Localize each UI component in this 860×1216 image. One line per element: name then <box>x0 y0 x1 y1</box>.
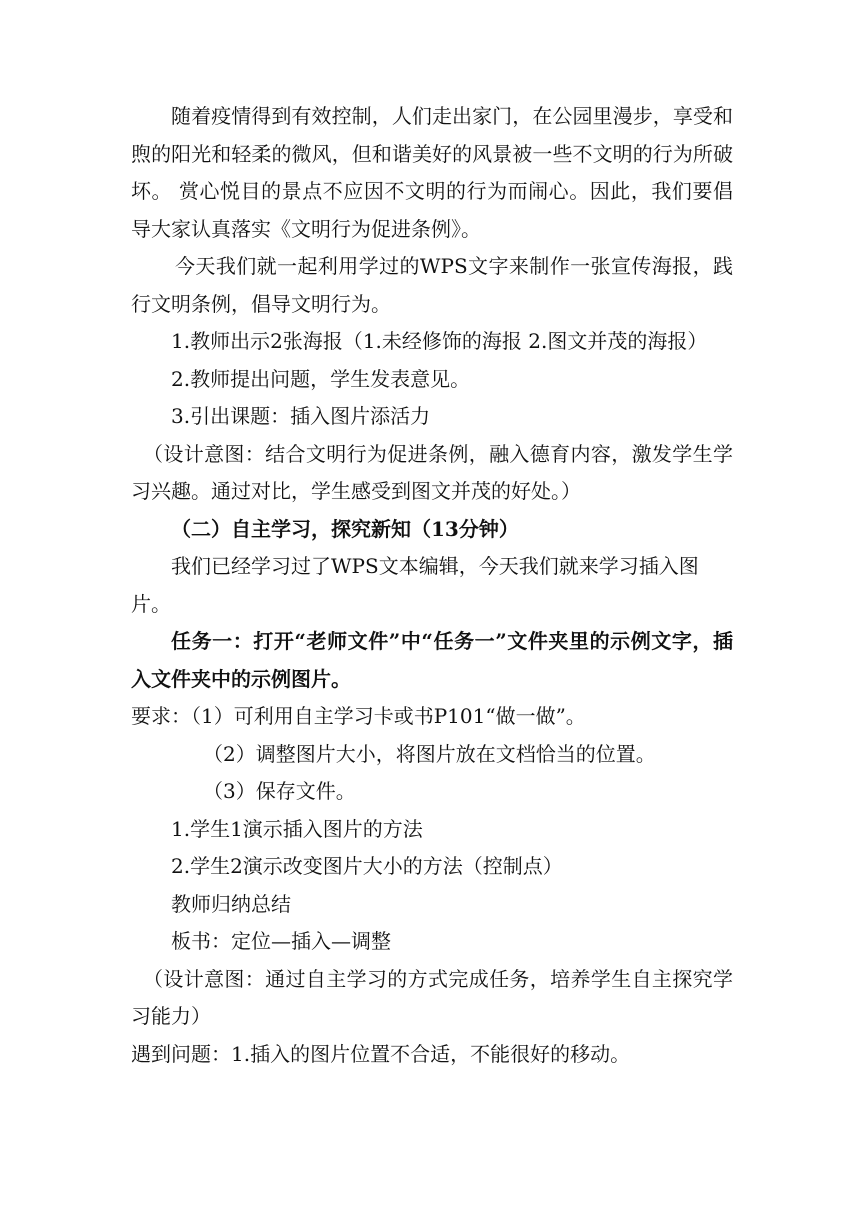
step-lead-topic: 3.引出课题：插入图片添活力 <box>171 404 431 428</box>
section-heading-self-study: （二）自主学习，探究新知（13分钟） <box>171 516 519 541</box>
document-body <box>131 98 733 1073</box>
step-ask-question: 2.教师提出问题，学生发表意见。 <box>171 366 471 391</box>
blackboard-note: 板书：定位—插入—调整 <box>171 929 391 953</box>
requirement-1: 要求：（1）可利用自主学习卡或书P101“做一做”。 <box>131 704 586 728</box>
requirement-3: （3）保存文件。 <box>203 779 356 803</box>
intro-paragraph: 随着疫情得到有效控制，人们走出家门，在公园里漫步，享受和煦的阳光和轻柔的微风，但和谐美好的风景被一些不文明的行为所破坏。 赏心悦目的景点不应因不文明的行为而闹心。因此，我们要倡导大家认真落实《文明行为促进条例》。 <box>131 104 733 241</box>
design-intent-2: （设计意图：通过自主学习的方式完成任务，培养学生自主探究学习能力） <box>131 966 733 1028</box>
self-study-intro: 我们已经学习过了WPS文本编辑，今天我们就来学习插入图片。 <box>131 554 699 616</box>
requirement-2: （2）调整图片大小，将图片放在文档恰当的位置。 <box>203 741 656 766</box>
lesson-intro-paragraph: 今天我们就一起利用学过的WPS文字来制作一张宣传海报，践行文明条例，倡导文明行为。 <box>131 254 733 316</box>
student-demo-2: 2.学生2演示改变图片大小的方法（控制点） <box>171 854 563 878</box>
task-one: 任务一：打开“老师文件”中“任务一”文件夹里的示例文字，插入文件夹中的示例图片。 <box>131 629 733 691</box>
student-demo-1: 1.学生1演示插入图片的方法 <box>171 816 423 841</box>
teacher-summary: 教师归纳总结 <box>171 891 291 916</box>
design-intent-1: （设计意图：结合文明行为促进条例，融入德育内容，激发学生学习兴趣。通过对比，学生感受到图文并茂的好处。） <box>131 441 733 503</box>
step-show-posters: 1.教师出示2张海报（1.未经修饰的海报 2.图文并茂的海报） <box>171 329 708 353</box>
problem-encountered: 遇到问题：1.插入的图片位置不合适，不能很好的移动。 <box>131 1041 631 1066</box>
